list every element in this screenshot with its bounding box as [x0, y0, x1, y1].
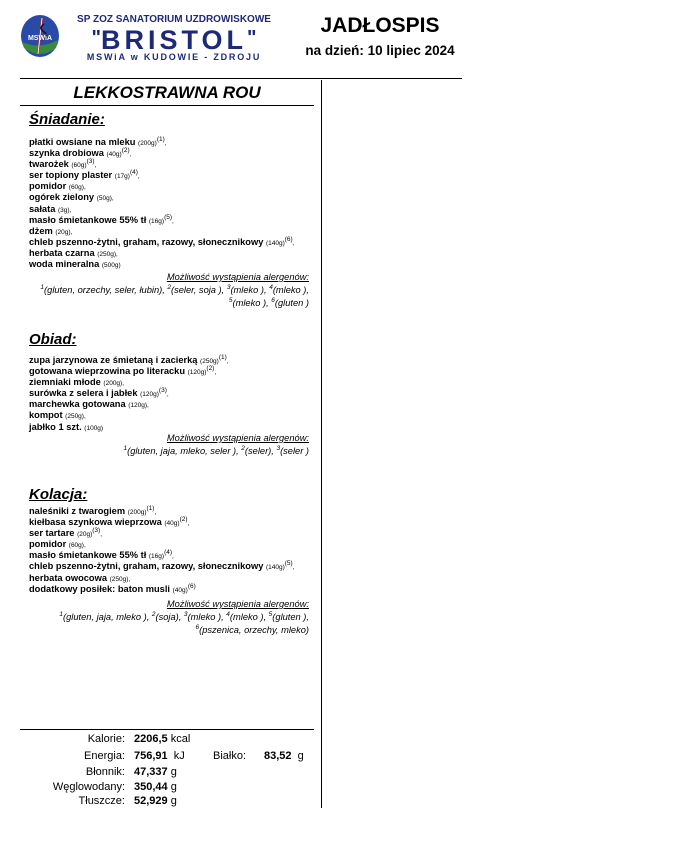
allergen-number: 4 — [269, 284, 273, 291]
menu-item — [29, 366, 319, 377]
menu-item-name: masło śmietankowe 55% tł — [29, 550, 147, 561]
menu-item-separator: , — [147, 402, 149, 410]
allergen-items: (mleko ), — [272, 285, 309, 295]
menu-item-weight: (200g) — [103, 380, 123, 388]
fiber-number: 47,337 — [134, 766, 168, 778]
menu-item — [29, 237, 319, 248]
menu-item-separator: , — [172, 217, 174, 225]
allergen-items: (seler, soja ), — [171, 285, 227, 295]
calories-number: 2206,5 — [134, 733, 168, 745]
menu-item-name: herbata owocowa — [29, 572, 110, 583]
allergen-reference: (4) — [129, 169, 138, 177]
allergen-reference: (3) — [92, 527, 101, 535]
menu-item-name: kiełbasa szynkowa wieprzowa — [29, 517, 162, 528]
menu-item — [29, 584, 319, 595]
menu-item-weight: (250g) — [200, 358, 219, 365]
menu-item-weight: (50g) — [96, 195, 112, 203]
organization-top-line: SP ZOZ SANATORIUM UZDROWISKOWE — [77, 14, 271, 25]
allergen-items: (pszenica, orzechy, mleko) — [199, 625, 309, 635]
allergen-items: (mleko ), — [187, 612, 227, 622]
menu-item-separator: , — [292, 239, 295, 247]
menu-item-weight: (60g) — [68, 184, 84, 192]
menu-item-separator: , — [122, 380, 125, 388]
allergen-reference: (1) — [146, 505, 155, 512]
menu-item-separator: , — [129, 151, 132, 159]
allergen-items: (mleko ), — [230, 285, 270, 295]
fat-value — [134, 795, 177, 808]
allergen-reference: (3) — [86, 158, 95, 166]
energy-number: 756,91 — [134, 750, 168, 762]
menu-item-separator: , — [166, 391, 169, 399]
menu-item-weight: (120g) — [128, 402, 148, 410]
menu-item — [29, 506, 319, 517]
meal-items-lunch — [29, 355, 319, 433]
menu-item-separator: , — [226, 358, 229, 365]
allergen-reference: (5) — [164, 213, 173, 221]
allergen-items: (soja), — [155, 612, 184, 622]
allergen-number: 5 — [268, 611, 273, 618]
menu-item-separator: , — [100, 531, 103, 539]
allergen-number: 3 — [276, 445, 281, 452]
allergen-number: 1 — [40, 284, 45, 291]
allergen-number: 2 — [167, 284, 172, 291]
menu-item — [29, 204, 319, 215]
sanatorium-logo-emblem — [20, 14, 60, 58]
menu-item-name: surówka z selera i jabłek — [29, 388, 138, 399]
allergen-items: (gluten, jaja, mleko ), — [63, 612, 152, 622]
menu-item — [29, 148, 319, 159]
document-title: JADŁOSPIS — [320, 14, 440, 37]
allergen-number: 3 — [183, 611, 188, 618]
menu-item-name: pomidor — [29, 539, 67, 550]
logo-text: MSWiA — [27, 35, 53, 42]
menu-item-weight: (40g) — [106, 151, 122, 159]
menu-item-weight: (40g) — [164, 520, 180, 528]
column-divider — [321, 80, 322, 808]
diet-title: LEKKOSTRAWNA ROU — [73, 83, 261, 102]
menu-item-separator: , — [69, 206, 72, 214]
allergen-list-lunch — [19, 445, 309, 458]
menu-item-separator: , — [83, 542, 86, 550]
allergen-number: 6 — [271, 297, 275, 304]
allergen-items: (gluten ) — [274, 298, 309, 308]
menu-item — [29, 355, 319, 366]
organization-name: "BRISTOL" — [91, 25, 257, 55]
menu-item-weight: (120g) — [187, 369, 207, 377]
organization-name-text: BRISTOL — [100, 25, 247, 55]
menu-item — [29, 399, 319, 410]
menu-item-weight: (100g) — [84, 424, 104, 432]
menu-item-name: chleb pszenno-żytni, graham, razowy, słonecznikowy — [29, 236, 264, 247]
menu-item-weight: (120g) — [140, 391, 159, 399]
menu-item-weight: (60g) — [68, 542, 84, 550]
carbs-label: Węglowodany: — [52, 781, 125, 793]
allergen-number: 2 — [241, 445, 245, 452]
allergen-number: 4 — [226, 611, 230, 618]
menu-item-weight: (200g) — [138, 140, 157, 147]
menu-item-weight: (60g) — [71, 162, 87, 170]
menu-item-separator: , — [187, 520, 190, 528]
allergen-number: 1 — [123, 445, 128, 452]
menu-item-weight: (17g) — [114, 173, 130, 181]
carbs-number: 350,44 — [134, 781, 168, 793]
allergen-number: 1 — [59, 611, 63, 618]
calories-label: Kalorie: — [87, 733, 125, 745]
allergen-list-dinner — [19, 611, 309, 637]
allergen-number: 2 — [151, 611, 156, 618]
menu-item-name: sałata — [29, 203, 56, 214]
menu-item-name: szynka drobiowa — [29, 148, 107, 159]
menu-item-name: chleb pszenno-żytni, graham, razowy, słonecznikowy — [29, 561, 264, 572]
energy-label: Energia: — [84, 750, 125, 762]
protein-unit: g — [297, 750, 304, 762]
allergen-heading-breakfast: Możliwość wystąpienia alergenów: — [166, 272, 309, 282]
protein-value — [264, 750, 304, 763]
menu-item-weight: (16g) — [148, 217, 165, 225]
menu-item — [29, 170, 319, 181]
menu-item-name: woda mineralna — [29, 259, 100, 270]
allergen-reference: (1) — [218, 354, 227, 361]
menu-item-separator: , — [292, 564, 295, 572]
menu-item — [29, 215, 319, 226]
menu-item — [29, 528, 319, 539]
fat-unit: g — [170, 795, 177, 807]
allergen-reference: (2) — [121, 147, 130, 155]
menu-item-separator: , — [137, 173, 140, 181]
menu-item — [29, 181, 319, 192]
menu-item — [29, 422, 319, 433]
menu-item-name: dżem — [29, 225, 56, 236]
menu-item — [29, 550, 319, 561]
fiber-label: Błonnik: — [85, 766, 125, 778]
menu-item-weight: (140g) — [265, 239, 285, 247]
menu-item-name: twarożek — [29, 159, 69, 170]
menu-item-weight: (3g) — [57, 206, 70, 214]
allergen-reference: (3) — [158, 387, 167, 395]
menu-item-name: zupa jarzynowa ze śmietaną i zacierką — [29, 355, 198, 365]
menu-item — [29, 539, 319, 550]
allergen-items: (mleko ), — [232, 298, 272, 308]
menu-item-name: dodatkowy posiłek: baton musli — [29, 583, 171, 594]
menu-item-weight: (200g) — [127, 509, 147, 516]
menu-item-weight: (140g) — [265, 564, 285, 572]
menu-item — [29, 192, 319, 203]
menu-item-separator: , — [154, 509, 157, 516]
organization-subtitle: MSWiA w KUDOWIE - ZDROJU — [86, 52, 262, 62]
menu-item-separator: , — [83, 184, 86, 192]
allergen-reference: (2) — [206, 365, 215, 373]
carbs-value — [134, 781, 177, 794]
calories-unit: kcal — [170, 733, 191, 745]
allergen-reference: (1) — [156, 136, 165, 143]
menu-item-weight: (250g) — [97, 250, 117, 258]
allergen-items: (seler), — [244, 446, 277, 456]
menu-item-name: ser topiony plaster — [29, 170, 113, 181]
protein-label: Białko: — [213, 750, 247, 762]
allergen-list-breakfast — [19, 284, 309, 310]
allergen-reference: (6) — [284, 235, 293, 243]
menu-item — [29, 388, 319, 399]
menu-item-weight: (500g) — [101, 262, 121, 270]
diet-title-underline — [20, 105, 314, 106]
allergen-reference: (2) — [179, 516, 188, 524]
fiber-value — [134, 766, 177, 779]
meal-title-breakfast: Śniadanie: — [29, 111, 105, 128]
menu-item — [29, 517, 319, 528]
allergen-items: (gluten, orzechy, seler, łubin), — [44, 285, 168, 295]
menu-item-name: ziemniaki młode — [29, 377, 101, 388]
allergen-items: (gluten, jaja, mleko, seler ), — [127, 446, 242, 456]
menu-item-weight: (40g) — [172, 586, 188, 594]
allergen-heading-lunch: Możliwość wystąpienia alergenów: — [166, 433, 309, 443]
menu-item — [29, 248, 319, 259]
menu-item-separator: , — [116, 250, 118, 258]
allergen-items: (mleko ), — [229, 612, 269, 622]
menu-item-name: ogórek zielony — [29, 192, 95, 203]
menu-item-name: pomidor — [29, 181, 67, 192]
menu-item-separator: , — [70, 228, 73, 236]
menu-item-name: marchewka gotowana — [29, 399, 126, 410]
menu-item-name: ser tartare — [29, 528, 75, 539]
energy-unit: kJ — [173, 750, 185, 762]
menu-item-weight: (250g) — [65, 413, 84, 421]
menu-item-separator: , — [128, 575, 131, 583]
meal-items-dinner — [29, 506, 319, 595]
menu-item-separator: , — [164, 140, 167, 147]
menu-item-name: jabłko 1 szt. — [29, 421, 82, 432]
menu-item-separator: , — [94, 162, 97, 170]
menu-item-name: kompot — [29, 410, 63, 421]
menu-item-weight: (16g) — [148, 553, 165, 561]
allergen-reference: (6) — [187, 582, 196, 590]
header-divider — [20, 78, 462, 79]
allergen-heading-dinner: Możliwość wystąpienia alergenów: — [166, 599, 309, 609]
allergen-number: 3 — [226, 284, 231, 291]
meal-items-breakfast — [29, 137, 319, 270]
menu-item-weight: (20g) — [77, 531, 93, 539]
menu-item — [29, 573, 319, 584]
menu-item-separator: , — [214, 369, 217, 377]
menu-item — [29, 226, 319, 237]
menu-item — [29, 561, 319, 572]
menu-item — [29, 377, 319, 388]
menu-item-name: herbata czarna — [29, 247, 98, 258]
meal-title-lunch: Obiad: — [29, 331, 77, 348]
menu-item — [29, 159, 319, 170]
menu-item-name: gotowana wieprzowina po literacku — [29, 366, 186, 377]
fat-label: Tłuszcze: — [78, 795, 125, 807]
menu-item-weight: (20g) — [55, 228, 71, 236]
menu-item-name: masło śmietankowe 55% tł — [29, 214, 147, 225]
allergen-reference: (4) — [164, 549, 173, 557]
nutrition-divider — [20, 729, 314, 730]
menu-item-weight: (250g) — [109, 575, 129, 583]
meal-title-dinner: Kolacja: — [29, 486, 88, 503]
menu-item — [29, 259, 319, 270]
menu-date: na dzień: 10 lipiec 2024 — [305, 43, 455, 58]
allergen-items: (seler ) — [280, 446, 309, 456]
allergen-items: (gluten ), — [272, 612, 309, 622]
menu-item-separator: , — [111, 195, 114, 203]
carbs-unit: g — [170, 781, 177, 793]
menu-item — [29, 137, 319, 148]
protein-number: 83,52 — [264, 750, 292, 762]
allergen-number: 6 — [195, 624, 200, 631]
menu-item-separator: , — [83, 413, 86, 421]
fat-number: 52,929 — [134, 795, 168, 807]
menu-item-name: naleśniki z twarogiem — [29, 506, 126, 516]
allergen-number: 5 — [228, 297, 233, 304]
fiber-unit: g — [170, 766, 177, 778]
menu-item-separator: , — [172, 553, 174, 561]
menu-item-name: płatki owsiane na mleku — [29, 137, 136, 147]
calories-value — [134, 733, 190, 746]
allergen-reference: (5) — [284, 560, 293, 568]
menu-item — [29, 410, 319, 421]
energy-value — [134, 750, 185, 763]
